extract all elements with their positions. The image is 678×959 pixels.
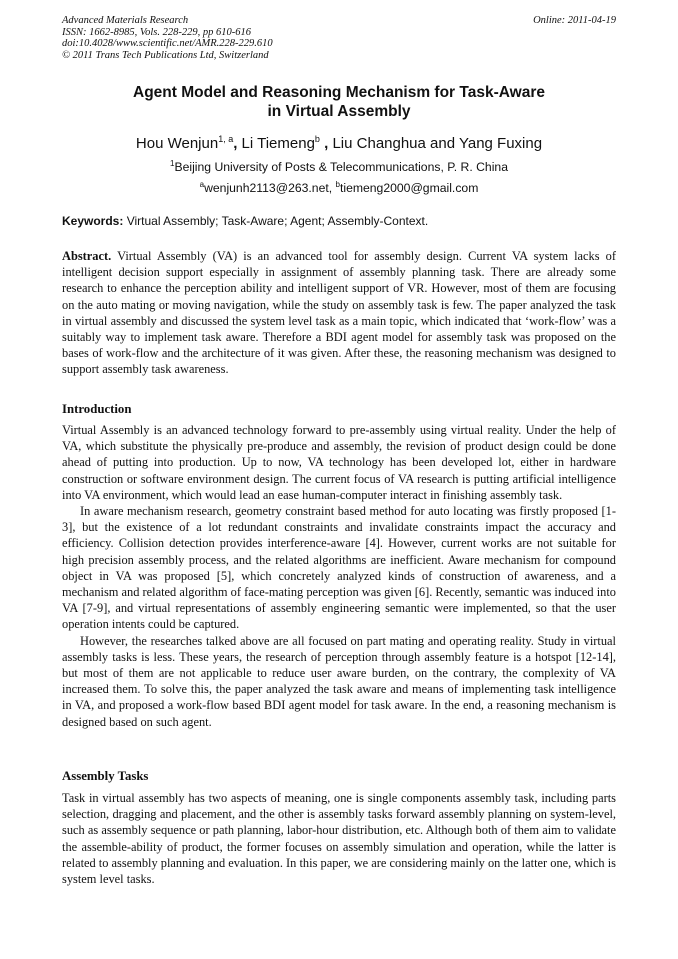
- keywords: [62, 213, 616, 229]
- keywords-label: Keywords:: [62, 214, 124, 228]
- issn-line: ISSN: 1662-8985, Vols. 228-229, pp 610-616: [62, 26, 251, 38]
- email-mark: b: [335, 180, 340, 189]
- paragraph: Task in virtual assembly has two aspects of meaning, one is single components assembly task, including parts selection, dragging and placement, and the other is assembly tasks forward assembly planning on system-level, such as assembly sequence or path planning, labor-hour distribution, etc. Although both of them aim to validate the assemble-ability of product, the former focuses on assembly simulation and operation, while the latter is related to assembly planning and evaluation. In this paper, we are considering mainly on the latter one, which is system level tasks.: [62, 791, 616, 887]
- abstract-label: Abstract.: [62, 249, 112, 263]
- affiliation: [62, 156, 616, 175]
- email-address[interactable]: tiemeng2000@gmail.com: [339, 181, 479, 196]
- author-names-rest: Liu Changhua and Yang Fuxing: [332, 135, 543, 152]
- online-date: Online: 2011-04-19: [533, 15, 616, 26]
- section-heading-introduction: Introduction: [62, 402, 132, 416]
- doi-line: doi:10.4028/www.scientific.net/AMR.228-229.610: [62, 38, 273, 49]
- paragraph: However, the researches talked above are all focused on part mating and operating reality. Study in virtual assembly tasks is less. These years, the research of perception through assembly feature is a hotspot [12-14], but most of them are not applicable to reduce user aware burden, on the contrary, the complexity of VA increased them. To solve this, the paper analyzed the task aware and means of implementing task intelligence in VA, and proposed a work-flow based BDI agent model for task aware. In the end, a reasoning mechanism is designed based on such agent.: [62, 633, 616, 729]
- abstract: [62, 248, 616, 378]
- affiliation-text: Beijing University of Posts & Telecommunications, P. R. China: [174, 160, 508, 175]
- paper-title: [62, 83, 616, 121]
- email-address[interactable]: wenjunh2113@263.net,: [204, 181, 333, 196]
- assembly-tasks-body: [62, 790, 616, 887]
- running-header: [62, 15, 273, 61]
- author-affil-mark: 1, a: [218, 134, 234, 144]
- paragraph: In aware mechanism research, geometry constraint based method for auto locating was firstly proposed [1-3], but the existence of a lot redundant constraints and invalidate constraints impact the accuracy and efficiency. Collision detection provides interference-aware [4]. However, current works are not suitable for high precision assembly process, and the related algorithms are inefficient. Aware mechanism for compound object in VA was proposed [5], which concretely analyzed kinds of construction of awareness, and a mechanism and related algorithm of face-mating perception was given [6]. Recently, semantic was induced into VA [7-9], and virtual representations of assembly engineering semantic were implemented, so that the user operation intents could be captured.: [62, 504, 616, 632]
- paragraph: Virtual Assembly is an advanced technology forward to pre-assembly using virtual reality. Under the help of VA, which substitute the physically pre-produce and assembly, the revision of product design could be done ahead of putting into production. Up to now, VA technology has been developed lot, either in hardware construction or software environment design. The current focus of VA research is putting artificial intelligence into VA environment, which would lead an ease human-computer interact in finishing assembly task.: [62, 423, 616, 502]
- introduction-body: [62, 422, 616, 730]
- email-mark: a: [199, 180, 205, 189]
- author-emails: [62, 177, 616, 196]
- affiliation-mark: 1: [170, 159, 175, 168]
- copyright-line: © 2011 Trans Tech Publications Ltd, Switzerland: [62, 49, 269, 61]
- title-line-2: in Virtual Assembly: [267, 103, 411, 120]
- author-name: Hou Wenjun: [135, 135, 219, 152]
- title-line-1: Agent Model and Reasoning Mechanism for Task-Aware: [133, 84, 545, 101]
- section-heading-assembly-tasks: Assembly Tasks: [62, 769, 149, 783]
- author-list: Hou Wenjun$^{1, a}$, Li Tiemeng$^b$ , Liu Changhua and Yang Fuxing: [135, 134, 543, 152]
- journal-name: Advanced Materials Research: [62, 15, 189, 26]
- author-affil-mark: b: [314, 134, 320, 144]
- keywords-text: Virtual Assembly; Task-Aware; Agent; Assembly-Context.: [126, 214, 429, 228]
- abstract-text: Virtual Assembly (VA) is an advanced tool for assembly design. Current VA system lacks of intelligent decision support especially in assignment of assembly planning task. There are already some research to enhance the perception ability and intelligent support of VR. However, most of them are focusing on the auto mating or moving navigation, while the study on assembly task is few. The paper analyzed the task in virtual assembly and discussed the system level task as a main topic, which indicated that ‘work-flow’ was a suitably way to implement task aware. Therefore a BDI agent model for assembly task was proposed on the bases of work-flow and the architecture of it was given. After these, the reasoning mechanism was designed to support assembly task awareness.: [62, 249, 616, 377]
- author-name: Li Tiemeng: [241, 135, 315, 152]
